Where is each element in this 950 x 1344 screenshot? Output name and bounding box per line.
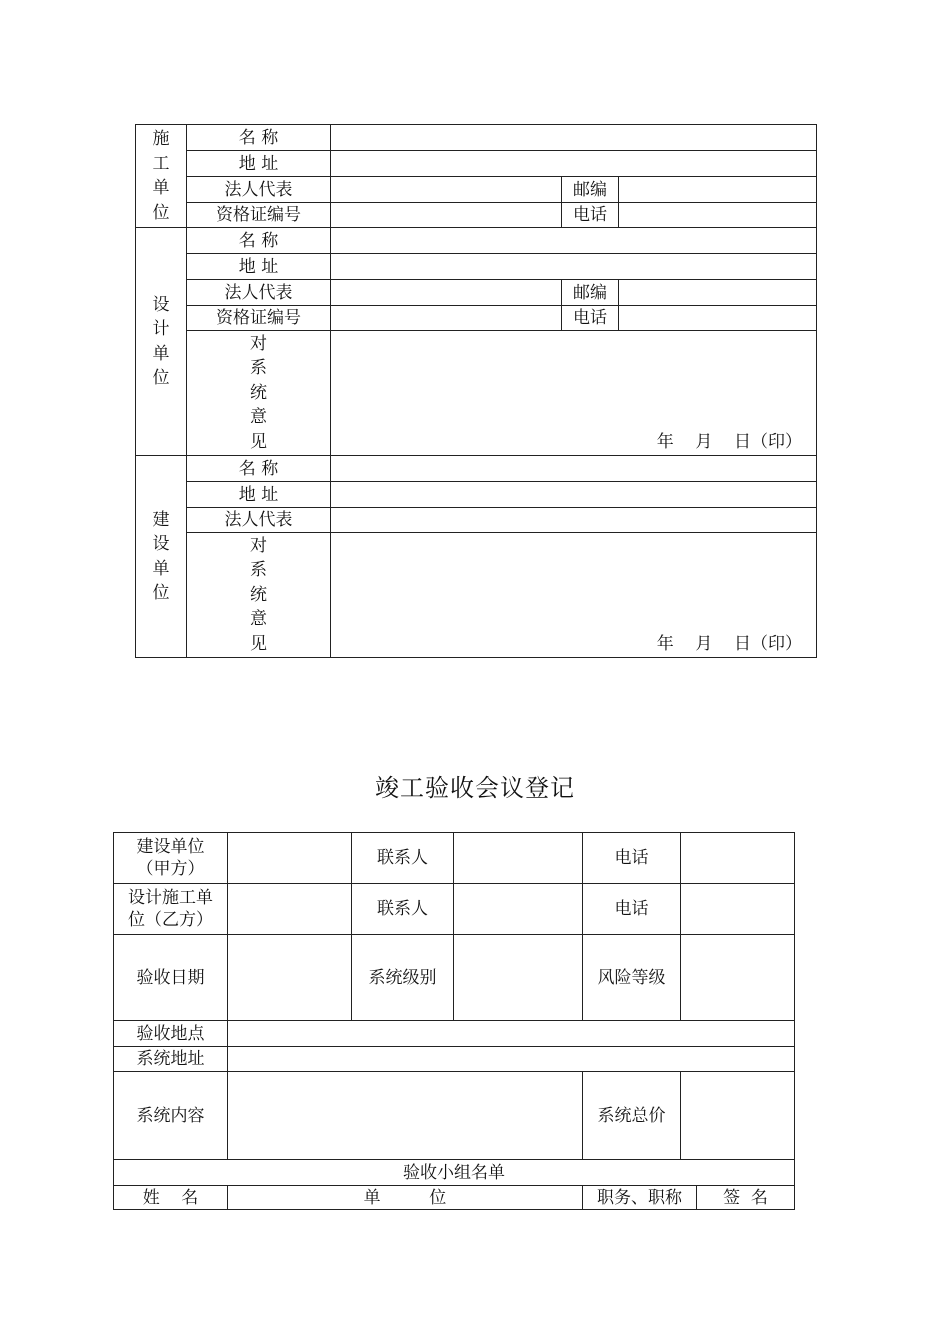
location-field[interactable] xyxy=(228,1021,795,1047)
construction-postcode-label: 邮编 xyxy=(562,177,619,203)
system-content-field[interactable] xyxy=(228,1072,583,1160)
design-name-field[interactable] xyxy=(331,228,817,254)
design-legal-rep-field[interactable] xyxy=(331,280,562,306)
party-b-contact-label: 联系人 xyxy=(352,884,454,935)
system-content-label: 系统内容 xyxy=(114,1072,228,1160)
design-name-label: 名 称 xyxy=(187,228,331,254)
col-title-header: 职务、职称 xyxy=(583,1186,697,1210)
client-address-label: 地 址 xyxy=(187,482,331,508)
construction-name-label: 名 称 xyxy=(187,125,331,151)
unit-info-table xyxy=(135,124,817,658)
design-address-label: 地 址 xyxy=(187,254,331,280)
design-postcode-field[interactable] xyxy=(619,280,817,306)
party-b-phone-field[interactable] xyxy=(681,884,795,935)
design-cert-label: 资格证编号 xyxy=(187,306,331,331)
client-opinion-field[interactable] xyxy=(331,533,817,658)
construction-postcode-field[interactable] xyxy=(619,177,817,203)
client-unit-group-label: 建设单位 xyxy=(136,456,187,658)
system-level-field[interactable] xyxy=(454,935,583,1021)
design-opinion-label: 对系统意见 xyxy=(187,331,331,456)
client-legal-rep-label: 法人代表 xyxy=(187,508,331,533)
party-b-phone-label: 电话 xyxy=(583,884,681,935)
client-address-field[interactable] xyxy=(331,482,817,508)
construction-phone-label: 电话 xyxy=(562,203,619,228)
design-address-field[interactable] xyxy=(331,254,817,280)
party-b-field[interactable] xyxy=(228,884,352,935)
construction-name-field[interactable] xyxy=(331,125,817,151)
acceptance-date-label: 验收日期 xyxy=(114,935,228,1021)
construction-address-label: 地 址 xyxy=(187,151,331,177)
party-a-phone-field[interactable] xyxy=(681,833,795,884)
system-level-label: 系统级别 xyxy=(352,935,454,1021)
party-b-label: 设计施工单位（乙方） xyxy=(114,884,228,935)
party-a-field[interactable] xyxy=(228,833,352,884)
construction-legal-rep-field[interactable] xyxy=(331,177,562,203)
risk-level-field[interactable] xyxy=(681,935,795,1021)
client-date-stamp: 年 月 日（印） xyxy=(656,634,803,654)
party-b-contact-field[interactable] xyxy=(454,884,583,935)
party-a-phone-label: 电话 xyxy=(583,833,681,884)
design-postcode-label: 邮编 xyxy=(562,280,619,306)
meeting-registration-table xyxy=(113,832,795,1210)
design-date-stamp: 年 月 日（印） xyxy=(656,432,803,452)
construction-address-field[interactable] xyxy=(331,151,817,177)
page-title: 竣工验收会议登记 xyxy=(375,774,575,802)
construction-cert-label: 资格证编号 xyxy=(187,203,331,228)
system-address-field[interactable] xyxy=(228,1047,795,1072)
client-name-label: 名 称 xyxy=(187,456,331,482)
client-legal-rep-field[interactable] xyxy=(331,508,817,533)
construction-phone-field[interactable] xyxy=(619,203,817,228)
col-signature-header: 签 名 xyxy=(697,1186,795,1210)
construction-unit-group-label: 施工单位 xyxy=(136,125,187,228)
construction-cert-field[interactable] xyxy=(331,203,562,228)
design-legal-rep-label: 法人代表 xyxy=(187,280,331,306)
system-total-price-field[interactable] xyxy=(681,1072,795,1160)
design-phone-label: 电话 xyxy=(562,306,619,331)
design-phone-field[interactable] xyxy=(619,306,817,331)
party-a-label: 建设单位（甲方） xyxy=(114,833,228,884)
party-a-contact-label: 联系人 xyxy=(352,833,454,884)
col-name-header: 姓 名 xyxy=(114,1186,228,1210)
party-a-contact-field[interactable] xyxy=(454,833,583,884)
design-unit-group-label: 设计单位 xyxy=(136,228,187,456)
client-name-field[interactable] xyxy=(331,456,817,482)
construction-legal-rep-label: 法人代表 xyxy=(187,177,331,203)
design-cert-field[interactable] xyxy=(331,306,562,331)
col-unit-header: 单 位 xyxy=(228,1186,583,1210)
team-list-header: 验收小组名单 xyxy=(114,1160,795,1186)
system-total-price-label: 系统总价 xyxy=(583,1072,681,1160)
location-label: 验收地点 xyxy=(114,1021,228,1047)
risk-level-label: 风险等级 xyxy=(583,935,681,1021)
client-opinion-label: 对系统意见 xyxy=(187,533,331,658)
acceptance-date-field[interactable] xyxy=(228,935,352,1021)
system-address-label: 系统地址 xyxy=(114,1047,228,1072)
design-opinion-field[interactable] xyxy=(331,331,817,456)
